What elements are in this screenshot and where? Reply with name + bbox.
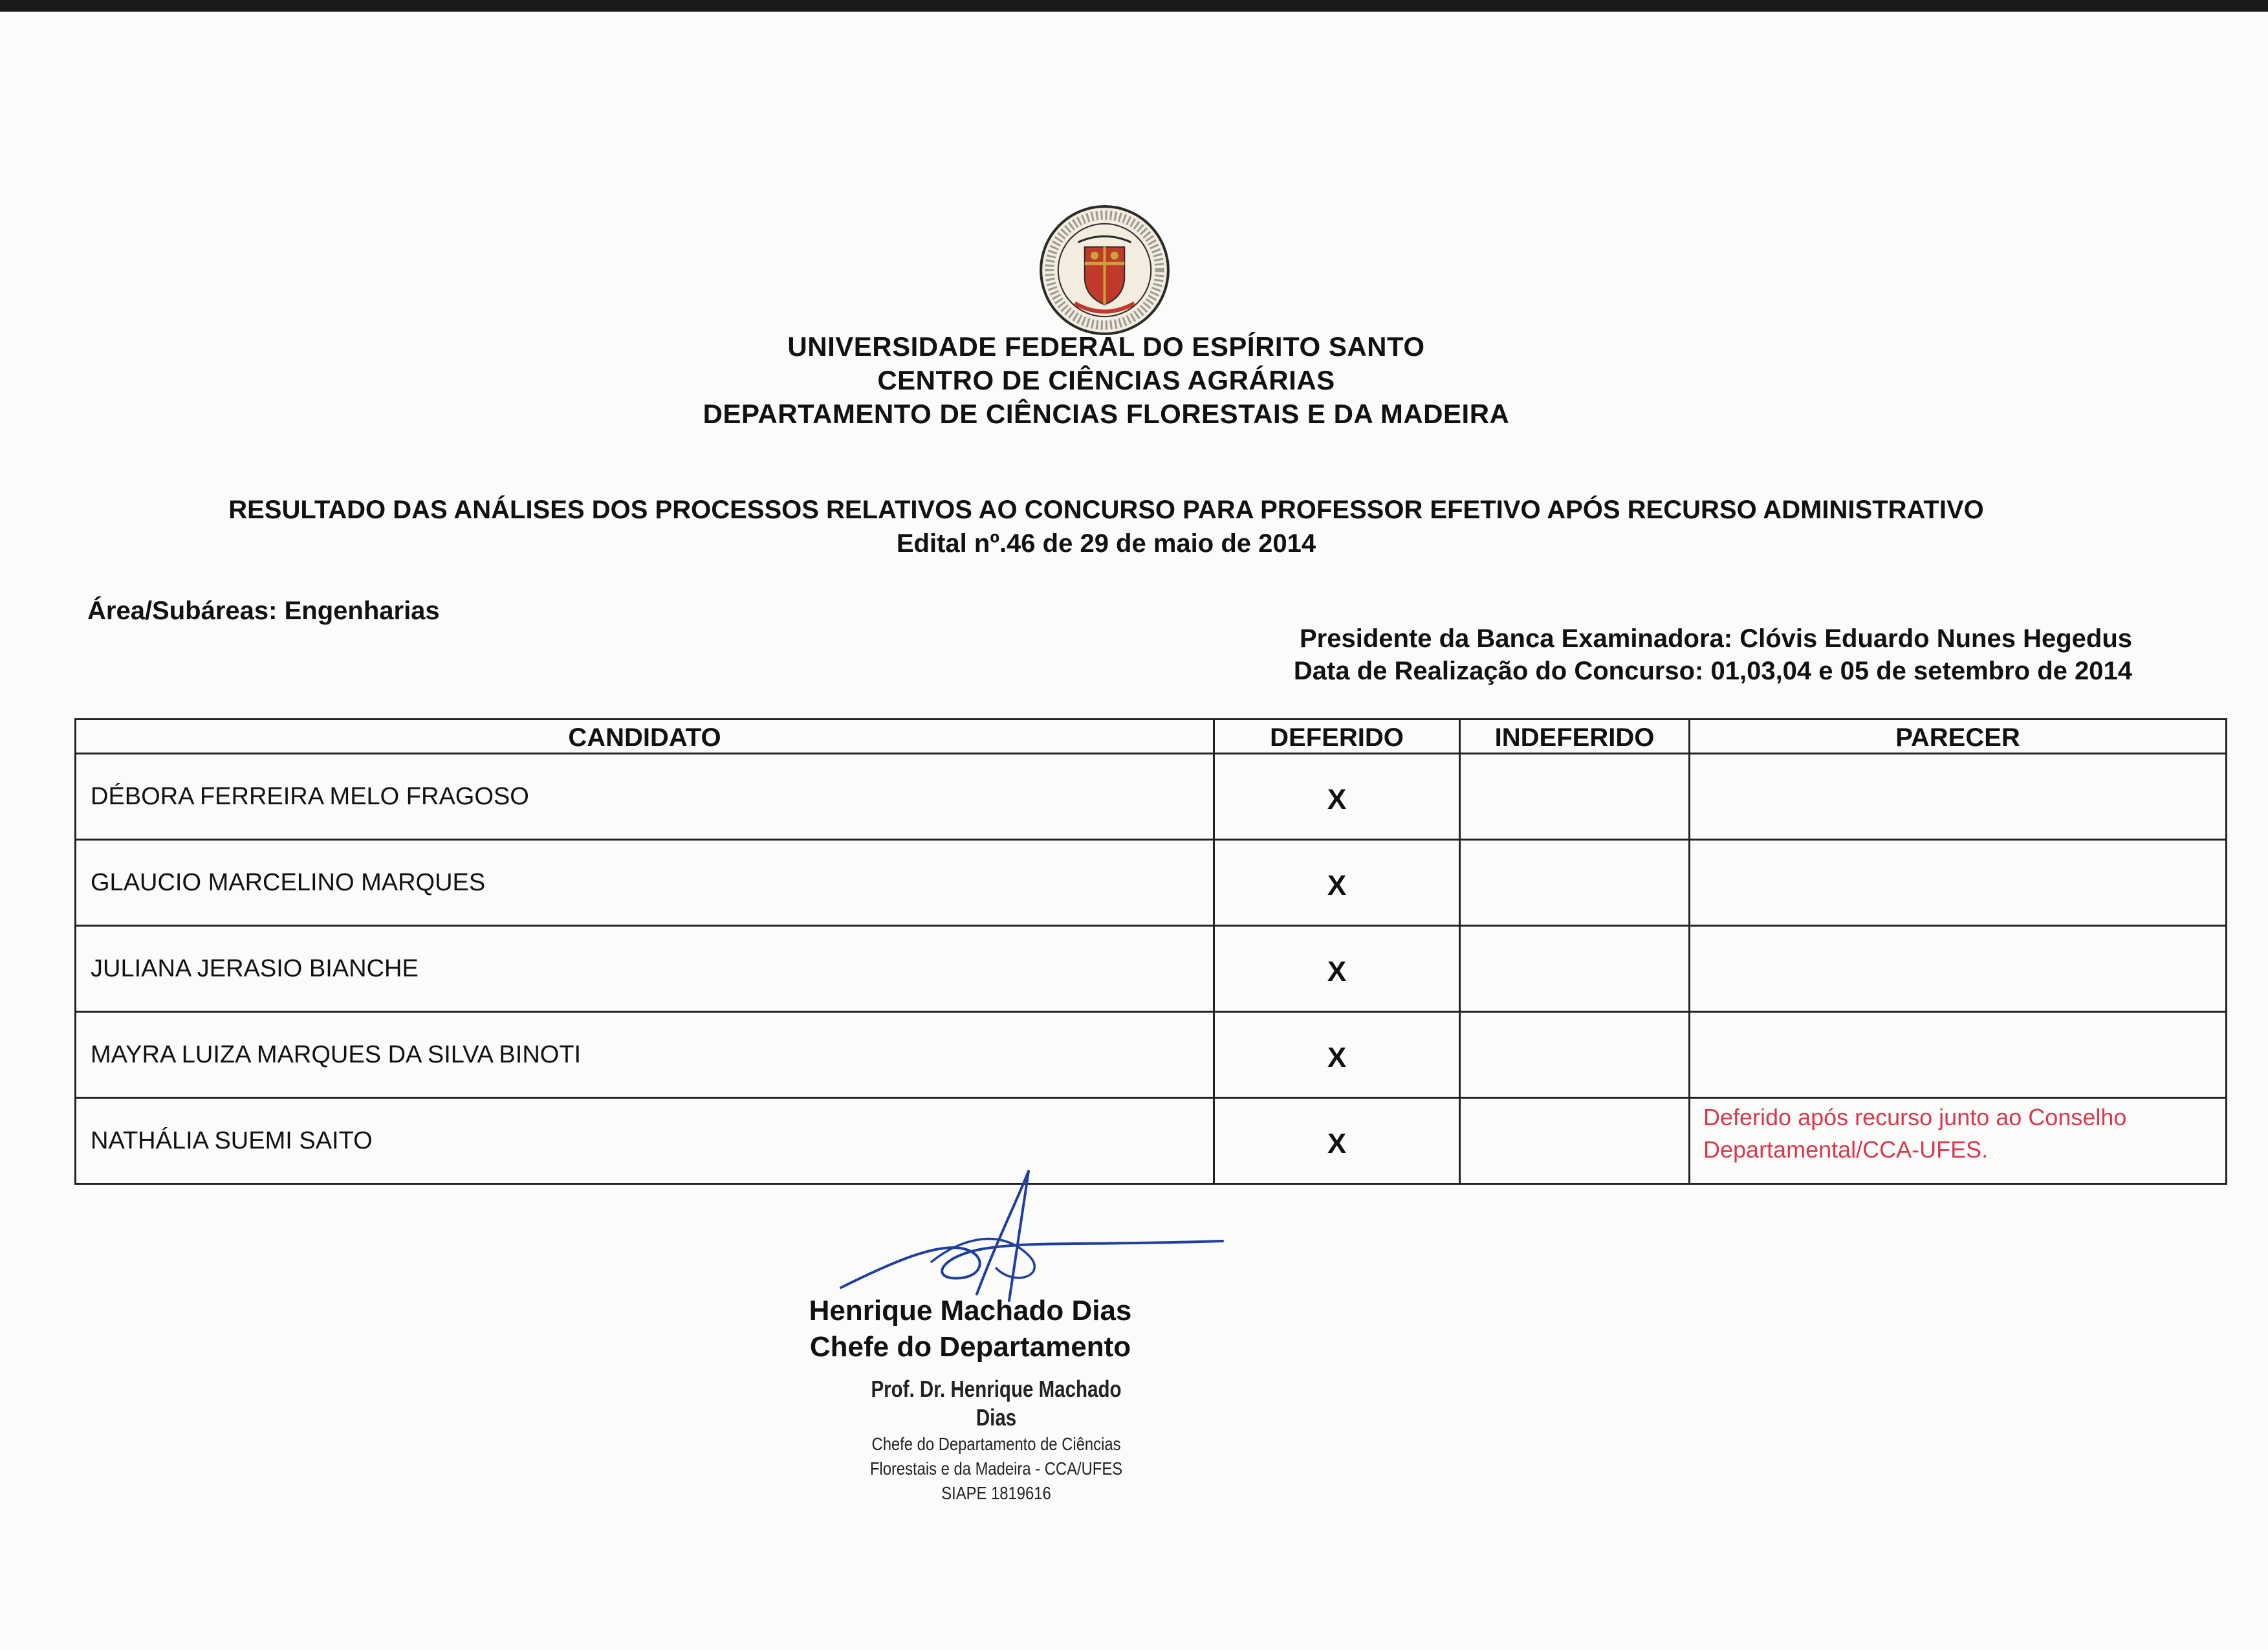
column-header-deferido: DEFERIDO	[1214, 720, 1460, 754]
cell-candidato: NATHÁLIA SUEMI SAITO	[76, 1098, 1214, 1184]
cell-indeferido	[1460, 1012, 1690, 1098]
signer-role: Chefe do Departamento	[809, 1331, 1131, 1363]
column-header-candidato: CANDIDATO	[76, 720, 1214, 754]
cell-candidato: GLAUCIO MARCELINO MARQUES	[76, 840, 1214, 926]
handwritten-signature-icon	[834, 1165, 1236, 1314]
header-center: CENTRO DE CIÊNCIAS AGRÁRIAS	[877, 365, 1335, 395]
table-row	[76, 754, 2227, 840]
cell-candidato: JULIANA JERASIO BIANCHE	[76, 926, 1214, 1012]
title-edital: Edital nº.46 de 29 de maio de 2014	[896, 529, 1316, 558]
cell-indeferido	[1460, 840, 1690, 926]
cell-candidato: MAYRA LUIZA MARQUES DA SILVA BINOTI	[76, 1012, 1214, 1098]
document-title	[0, 493, 2212, 560]
scan-top-border	[0, 0, 2268, 12]
exam-date: Data de Realização do Concurso: 01,03,04 e 05 de setembro de 2014	[1293, 657, 2132, 685]
exam-president: Presidente da Banca Examinadora: Clóvis Eduardo Nunes Hegedus	[1299, 624, 2132, 653]
cell-deferido: X	[1214, 754, 1460, 840]
cell-parecer	[1690, 926, 2227, 1012]
cell-parecer	[1690, 1012, 2227, 1098]
cell-indeferido	[1460, 754, 1690, 840]
exam-info	[1294, 622, 2132, 687]
table-row	[76, 1012, 2227, 1098]
university-seal-icon	[1038, 204, 1171, 336]
cell-parecer	[1690, 840, 2227, 926]
column-header-indeferido: INDEFERIDO	[1460, 720, 1690, 754]
title-main: RESULTADO DAS ANÁLISES DOS PROCESSOS RELATIVOS AO CONCURSO PARA PROFESSOR EFETIVO APÓS RECURSO ADMINISTRATIVO	[228, 496, 1984, 524]
cell-parecer	[1690, 754, 2227, 840]
institution-header	[0, 330, 2212, 431]
cell-candidato: DÉBORA FERREIRA MELO FRAGOSO	[76, 754, 1214, 840]
table-header-row	[76, 720, 2227, 754]
cell-deferido: X	[1214, 926, 1460, 1012]
table-row	[76, 926, 2227, 1012]
header-university: UNIVERSIDADE FEDERAL DO ESPÍRITO SANTO	[787, 331, 1425, 362]
cell-deferido: X	[1214, 840, 1460, 926]
table-row	[76, 840, 2227, 926]
cell-deferido: X	[1214, 1098, 1460, 1184]
signer-block	[776, 1293, 1164, 1365]
stamp-line-2: Florestais e da Madeira - CCA/UFES	[869, 1458, 1123, 1479]
official-stamp	[828, 1375, 1164, 1506]
stamp-line-3: SIAPE 1819616	[941, 1483, 1051, 1503]
stamp-line-1: Chefe do Departamento de Ciências	[871, 1434, 1121, 1454]
cell-indeferido	[1460, 1098, 1690, 1184]
column-header-parecer: PARECER	[1690, 720, 2227, 754]
stamp-name: Prof. Dr. Henrique Machado Dias	[871, 1376, 1122, 1431]
results-table	[74, 718, 2227, 1185]
cell-indeferido	[1460, 926, 1690, 1012]
cell-deferido: X	[1214, 1012, 1460, 1098]
header-department: DEPARTAMENTO DE CIÊNCIAS FLORESTAIS E DA MADEIRA	[703, 399, 1510, 429]
signer-name: Henrique Machado Dias	[809, 1295, 1132, 1326]
area-label: Área/Subáreas: Engenharias	[87, 597, 440, 625]
cell-parecer: Deferido após recurso junto ao Conselho Departamental/CCA-UFES.	[1690, 1098, 2227, 1184]
